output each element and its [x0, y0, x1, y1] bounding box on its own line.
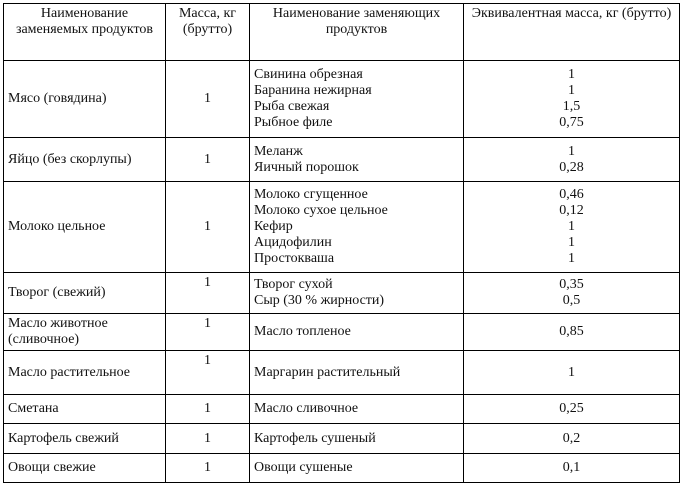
mass-value: 1 — [166, 138, 250, 182]
substitution-table — [3, 3, 680, 483]
equivalent-list — [464, 138, 680, 182]
original-product: Молоко цельное — [4, 182, 166, 273]
original-product: Масло животное (сливочное) — [4, 313, 166, 350]
header-equivalent-mass: Эквивалентная масса, кг (брутто) — [464, 4, 680, 61]
equivalent-value: 1 — [568, 67, 575, 83]
table-row — [4, 138, 680, 182]
replacement-name: Простокваша — [254, 251, 335, 267]
replacement-name: Картофель сушеный — [250, 424, 464, 453]
replacement-name: Овощи сушеные — [250, 453, 464, 482]
table-row — [4, 424, 680, 453]
mass-value: 1 — [166, 182, 250, 273]
table-row — [4, 453, 680, 482]
original-product: Яйцо (без скорлупы) — [4, 138, 166, 182]
equivalent-value: 0,75 — [559, 115, 584, 131]
replacement-name: Меланж — [254, 143, 303, 159]
table-row — [4, 395, 680, 424]
original-product: Мясо (говядина) — [4, 61, 166, 138]
original-product: Картофель свежий — [4, 424, 166, 453]
equivalent-value: 1 — [568, 219, 575, 235]
mass-value: 1 — [166, 61, 250, 138]
equivalent-value: 1,5 — [562, 99, 581, 115]
replacement-name: Масло сливочное — [250, 395, 464, 424]
equivalent-value: 0,12 — [559, 203, 584, 219]
equivalent-value: 0,85 — [464, 313, 680, 350]
replacement-name: Творог сухой — [254, 276, 333, 292]
replacement-name: Ацидофилин — [254, 235, 332, 251]
replacement-name: Молоко сгущенное — [254, 187, 368, 203]
equivalent-value: 1 — [568, 251, 575, 267]
replacement-name: Рыбное филе — [254, 115, 333, 131]
header-row — [4, 4, 680, 61]
equivalent-value: 0,46 — [559, 187, 584, 203]
equivalent-value: 0,35 — [559, 276, 584, 292]
replacement-name: Масло топленое — [250, 313, 464, 350]
original-product: Творог (свежий) — [4, 273, 166, 313]
replacement-name: Яичный порошок — [254, 159, 359, 175]
replacement-list — [250, 61, 464, 138]
replacement-name: Кефир — [254, 219, 293, 235]
header-original-product: Наименование заменяемых продуктов — [4, 4, 166, 61]
equivalent-value: 0,25 — [464, 395, 680, 424]
equivalent-value: 0,2 — [464, 424, 680, 453]
replacement-name: Свинина обрезная — [254, 67, 363, 83]
mass-value: 1 — [166, 350, 250, 394]
header-replacement-product: Наименование заменяющих продуктов — [250, 4, 464, 61]
replacement-list — [250, 138, 464, 182]
equivalent-list — [464, 182, 680, 273]
equivalent-value: 1 — [464, 350, 680, 394]
original-product: Масло растительное — [4, 350, 166, 394]
table-row — [4, 313, 680, 350]
mass-value: 1 — [166, 424, 250, 453]
equivalent-value: 0,5 — [562, 292, 581, 308]
original-product: Сметана — [4, 395, 166, 424]
table-row — [4, 61, 680, 138]
equivalent-list — [464, 61, 680, 138]
equivalent-list — [464, 273, 680, 313]
replacement-name: Молоко сухое цельное — [254, 203, 388, 219]
table-row — [4, 273, 680, 313]
mass-value: 1 — [166, 273, 250, 313]
header-mass: Масса, кг (брутто) — [166, 4, 250, 61]
equivalent-value: 1 — [568, 143, 575, 159]
original-product: Овощи свежие — [4, 453, 166, 482]
replacement-name: Баранина нежирная — [254, 83, 372, 99]
equivalent-value: 0,28 — [559, 159, 584, 175]
equivalent-value: 1 — [568, 83, 575, 99]
mass-value: 1 — [166, 313, 250, 350]
equivalent-value: 1 — [568, 235, 575, 251]
replacement-name: Маргарин растительный — [250, 350, 464, 394]
replacement-name: Сыр (30 % жирности) — [254, 292, 385, 308]
mass-value: 1 — [166, 453, 250, 482]
replacement-list — [250, 273, 464, 313]
replacement-list — [250, 182, 464, 273]
mass-value: 1 — [166, 395, 250, 424]
table-row — [4, 182, 680, 273]
equivalent-value: 0,1 — [464, 453, 680, 482]
replacement-name: Рыба свежая — [254, 99, 330, 115]
table-row — [4, 350, 680, 394]
